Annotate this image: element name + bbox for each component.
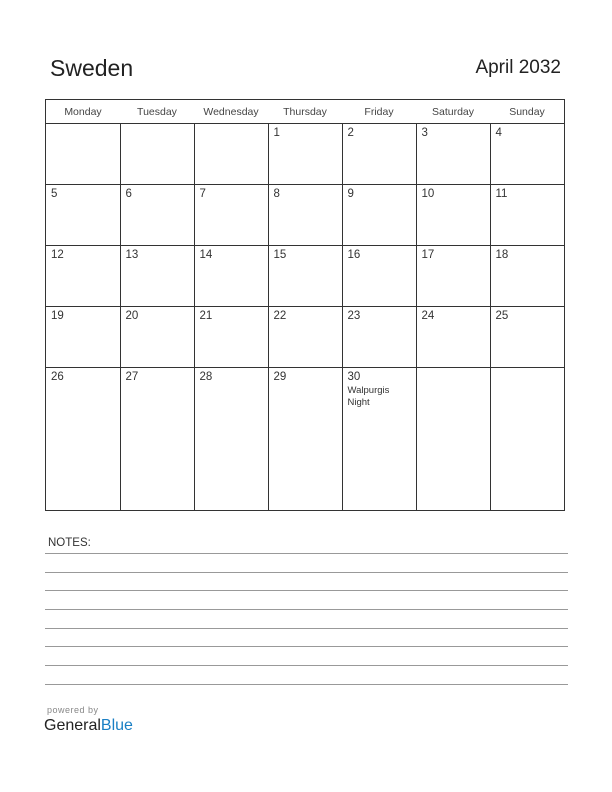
notes-label: NOTES: [48,537,91,549]
day-cell [490,184,564,245]
day-cell [46,306,120,367]
weekday-header-monday: Monday [46,100,120,124]
day-number: 17 [421,248,435,261]
day-cell [268,367,342,510]
week-row [46,124,564,185]
day-number: 8 [273,187,280,200]
weekday-header-tuesday: Tuesday [120,100,194,124]
week-row [46,184,564,245]
day-number: 6 [125,187,132,200]
day-cell [416,124,490,185]
day-cell [416,367,490,510]
week-row [46,367,564,510]
day-cell [120,306,194,367]
day-cell [268,245,342,306]
note-line [45,665,568,666]
day-cell [342,367,416,510]
month-title: April 2032 [475,57,561,78]
day-cell [416,184,490,245]
day-number: 24 [421,309,435,322]
holiday-label: Walpurgis Night [347,384,390,408]
brand-blue: Blue [100,717,133,734]
weekday-header-saturday: Saturday [416,100,490,124]
day-cell [194,245,268,306]
note-line [45,684,568,685]
day-cell [268,306,342,367]
day-cell [120,124,194,185]
weekday-header-thursday: Thursday [268,100,342,124]
note-line [45,628,568,629]
day-cell [342,124,416,185]
day-number: 20 [125,309,139,322]
weekday-header-sunday: Sunday [490,100,564,124]
week-row [46,245,564,306]
week-row [46,306,564,367]
country-title: Sweden [50,55,134,81]
day-number: 14 [199,248,213,261]
day-number: 29 [273,370,287,383]
powered-by-text: powered by [47,705,99,715]
day-cell [120,245,194,306]
note-line [45,572,568,573]
note-line [45,609,568,610]
day-number: 23 [347,309,361,322]
weekday-header-wednesday: Wednesday [194,100,268,124]
day-cell [416,306,490,367]
day-cell [268,124,342,185]
day-cell [194,184,268,245]
day-cell [490,245,564,306]
note-line [45,553,568,554]
day-cell [46,184,120,245]
day-cell [342,184,416,245]
day-number: 12 [51,248,64,261]
day-cell [120,367,194,510]
day-cell [46,124,120,185]
day-number: 18 [495,248,509,261]
day-number: 21 [199,309,213,322]
day-number: 30 [347,370,361,383]
day-cell [194,306,268,367]
day-cell [342,245,416,306]
day-number: 2 [347,127,354,139]
day-number: 25 [495,309,509,322]
calendar-grid [45,99,565,511]
brand-logo [44,717,133,735]
day-cell [342,306,416,367]
day-number: 5 [51,187,58,200]
day-number: 27 [125,370,139,383]
day-cell [194,124,268,185]
note-line [45,646,568,647]
day-number: 3 [421,127,428,139]
day-number: 13 [125,248,139,261]
day-number: 15 [273,248,287,261]
weekday-header-row [46,100,564,124]
day-cell [194,367,268,510]
day-number: 1 [273,127,280,139]
day-cell [490,124,564,185]
day-number: 16 [347,248,361,261]
day-number: 7 [199,187,206,200]
brand-general: General [44,717,101,734]
day-number: 28 [199,370,213,383]
day-cell [490,306,564,367]
note-line [45,590,568,591]
day-cell [490,367,564,510]
day-number: 4 [495,127,502,139]
day-number: 19 [51,309,64,322]
day-number: 22 [273,309,287,322]
day-cell [416,245,490,306]
day-cell [120,184,194,245]
day-cell [268,184,342,245]
weekday-header-friday: Friday [342,100,416,124]
day-number: 11 [495,187,508,200]
day-number: 26 [51,370,64,383]
day-number: 9 [347,187,354,200]
day-cell [46,367,120,510]
day-cell [46,245,120,306]
day-number: 10 [421,187,435,200]
